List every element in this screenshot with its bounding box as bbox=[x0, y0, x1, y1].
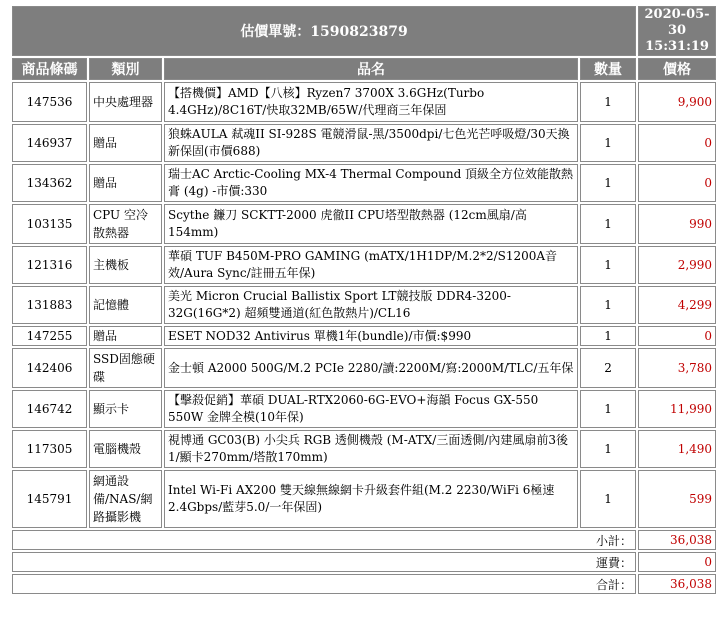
subtotal-row bbox=[12, 530, 716, 550]
item-name: Intel Wi-Fi AX200 雙天線無線網卡升級套件組(M.2 2230/WiFi 6極速 2.4Gbps/藍芽5.0/一年保固) bbox=[164, 470, 578, 528]
item-qty: 1 bbox=[580, 82, 636, 122]
item-category: 網通設備/NAS/網路攝影機 bbox=[89, 470, 162, 528]
item-price: 0 bbox=[638, 124, 716, 162]
item-code: 145791 bbox=[12, 470, 87, 528]
table-row bbox=[12, 82, 716, 122]
item-name: 美光 Micron Crucial Ballistix Sport LT競技版 DDR4-3200-32G(16G*2) 超頻雙通道(紅色散熱片)/CL16 bbox=[164, 286, 578, 324]
item-name: 金士頓 A2000 500G/M.2 PCIe 2280/讀:2200M/寫:2000M/TLC/五年保 bbox=[164, 348, 578, 388]
item-price: 11,990 bbox=[638, 390, 716, 428]
item-qty: 1 bbox=[580, 124, 636, 162]
table-row bbox=[12, 390, 716, 428]
column-header-category: 類別 bbox=[89, 58, 162, 80]
total-value: 36,038 bbox=[638, 574, 716, 594]
total-label: 合計： bbox=[12, 574, 636, 594]
table-row bbox=[12, 246, 716, 284]
table-row bbox=[12, 124, 716, 162]
item-category: 中央處理器 bbox=[89, 82, 162, 122]
item-qty: 1 bbox=[580, 164, 636, 202]
table-row bbox=[12, 204, 716, 244]
item-price: 0 bbox=[638, 164, 716, 202]
item-name: 狼蛛AULA 弒魂II SI-928S 電競滑鼠-黑/3500dpi/七色光芒呼吸燈/30天換新保固(市價688) bbox=[164, 124, 578, 162]
table-row bbox=[12, 326, 716, 346]
item-qty: 1 bbox=[580, 390, 636, 428]
quote-table bbox=[10, 4, 718, 596]
item-code: 117305 bbox=[12, 430, 87, 468]
item-category: CPU 空冷散熱器 bbox=[89, 204, 162, 244]
item-name: 瑞士AC Arctic-Cooling MX-4 Thermal Compound 頂級全方位效能散熱膏 (4g) -市價:330 bbox=[164, 164, 578, 202]
column-header-name: 品名 bbox=[164, 58, 578, 80]
item-category: 贈品 bbox=[89, 326, 162, 346]
item-category: 贈品 bbox=[89, 164, 162, 202]
item-price: 1,490 bbox=[638, 430, 716, 468]
column-header-price: 價格 bbox=[638, 58, 716, 80]
item-qty: 1 bbox=[580, 470, 636, 528]
item-name: 視博通 GC03(B) 小尖兵 RGB 透側機殼 (M-ATX/三面透側/內建風扇前3後1/顯卡270mm/塔散170mm) bbox=[164, 430, 578, 468]
item-qty: 1 bbox=[580, 204, 636, 244]
table-row bbox=[12, 470, 716, 528]
item-price: 0 bbox=[638, 326, 716, 346]
quote-number: 估價單號：1590823879 bbox=[12, 6, 636, 56]
item-name: 華碩 TUF B450M-PRO GAMING (mATX/1H1DP/M.2*2/S1200A音效/Aura Sync/註冊五年保) bbox=[164, 246, 578, 284]
item-qty: 1 bbox=[580, 286, 636, 324]
item-code: 121316 bbox=[12, 246, 87, 284]
item-name: ESET NOD32 Antivirus 單機1年(bundle)/市價:$990 bbox=[164, 326, 578, 346]
item-category: SSD固態硬碟 bbox=[89, 348, 162, 388]
item-code: 131883 bbox=[12, 286, 87, 324]
item-category: 記憶體 bbox=[89, 286, 162, 324]
item-code: 146742 bbox=[12, 390, 87, 428]
item-category: 顯示卡 bbox=[89, 390, 162, 428]
item-price: 4,299 bbox=[638, 286, 716, 324]
shipping-row bbox=[12, 552, 716, 572]
item-name: 【搭機價】AMD【八核】Ryzen7 3700X 3.6GHz(Turbo 4.4GHz)/8C16T/快取32MB/65W/代理商三年保固 bbox=[164, 82, 578, 122]
subtotal-value: 36,038 bbox=[638, 530, 716, 550]
quote-datetime bbox=[638, 6, 716, 56]
item-qty: 1 bbox=[580, 430, 636, 468]
column-header-code: 商品條碼 bbox=[12, 58, 87, 80]
quote-date: 2020-05-30 bbox=[644, 7, 710, 38]
table-row bbox=[12, 164, 716, 202]
item-price: 3,780 bbox=[638, 348, 716, 388]
item-name: 【擊殺促銷】華碩 DUAL-RTX2060-6G-EVO+海韻 Focus GX-550 550W 金牌全模(10年保) bbox=[164, 390, 578, 428]
item-price: 990 bbox=[638, 204, 716, 244]
subtotal-label: 小計： bbox=[12, 530, 636, 550]
item-category: 電腦機殼 bbox=[89, 430, 162, 468]
item-price: 2,990 bbox=[638, 246, 716, 284]
item-name: Scythe 鐮刀 SCKTT-2000 虎徹II CPU塔型散熱器 (12cm風扇/高154mm) bbox=[164, 204, 578, 244]
column-header-qty: 數量 bbox=[580, 58, 636, 80]
shipping-value: 0 bbox=[638, 552, 716, 572]
item-code: 134362 bbox=[12, 164, 87, 202]
table-row bbox=[12, 348, 716, 388]
item-code: 103135 bbox=[12, 204, 87, 244]
item-category: 主機板 bbox=[89, 246, 162, 284]
item-price: 599 bbox=[638, 470, 716, 528]
shipping-label: 運費： bbox=[12, 552, 636, 572]
item-code: 146937 bbox=[12, 124, 87, 162]
table-row bbox=[12, 430, 716, 468]
item-qty: 1 bbox=[580, 326, 636, 346]
table-row bbox=[12, 286, 716, 324]
item-qty: 1 bbox=[580, 246, 636, 284]
item-qty: 2 bbox=[580, 348, 636, 388]
quote-time: 15:31:19 bbox=[645, 39, 709, 54]
item-code: 147536 bbox=[12, 82, 87, 122]
item-category: 贈品 bbox=[89, 124, 162, 162]
total-row bbox=[12, 574, 716, 594]
item-price: 9,900 bbox=[638, 82, 716, 122]
item-code: 142406 bbox=[12, 348, 87, 388]
item-code: 147255 bbox=[12, 326, 87, 346]
